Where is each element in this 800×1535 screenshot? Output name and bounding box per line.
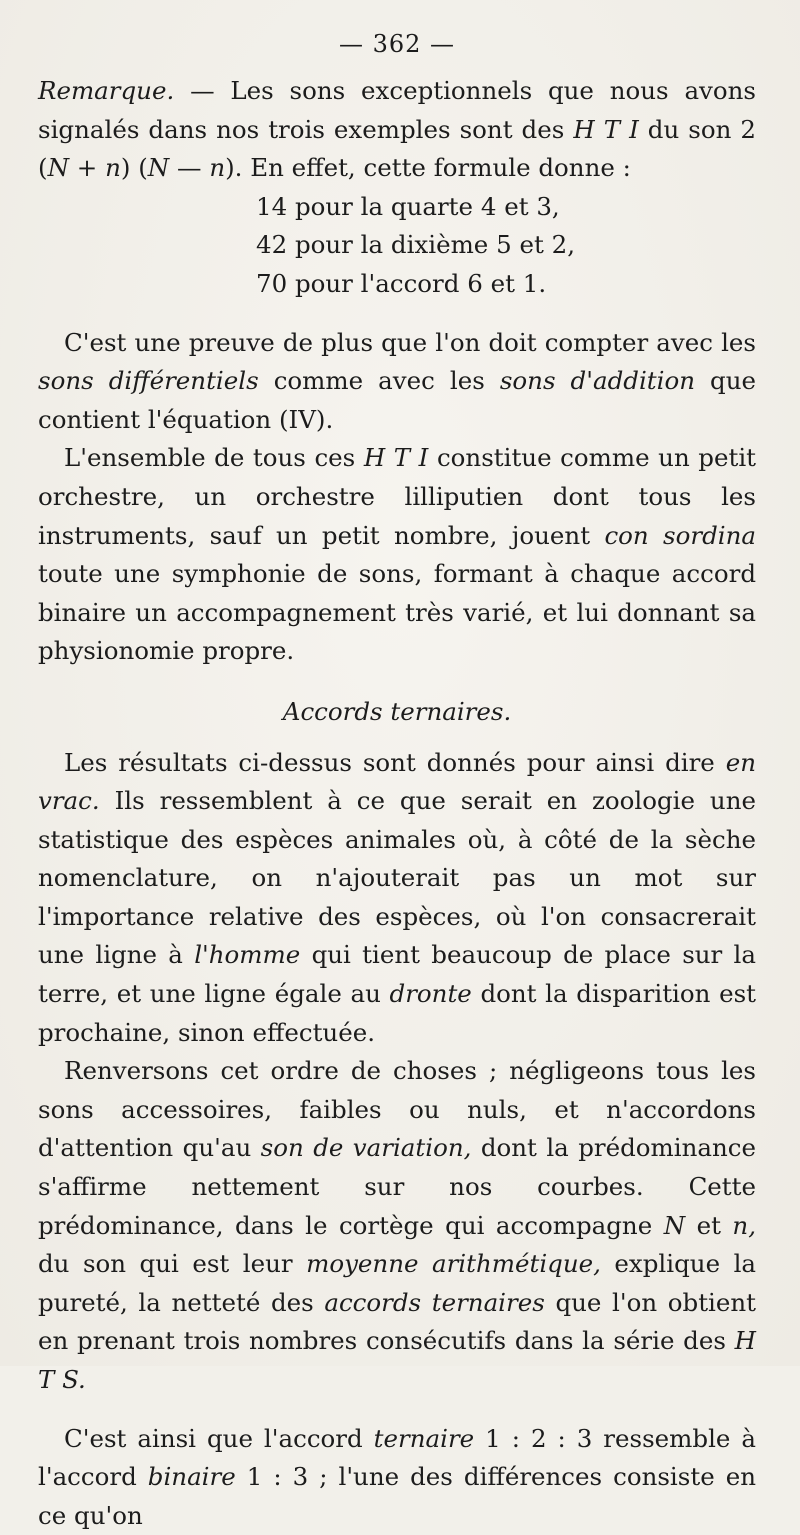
- paragraph-renversons: Renversons cet ordre de choses ; négligeons tous les sons accessoires, faibles ou nuls, et n'accordons d'attention qu'au son de variation, dont la prédominance s'affirme nettement sur nos courbes. Cette prédominance, dans le cortège qui accompagne N et n, du son qui est leur moyenne arithmétique, explique la pureté, la netteté des accords ternaires que l'on obtient en prenant trois nombres consécutifs dans la série des H T S.: [38, 1056, 757, 1394]
- paragraph-accord: C'est ainsi que l'accord ternaire 1 : 2 : 3 ressemble à l'accord binaire 1 : 3 ; l'une des différences consiste en ce qu'on: [38, 1423, 756, 1530]
- page-number: — 362 —: [338, 30, 456, 58]
- remark-label: Remarque.: [38, 76, 175, 105]
- paragraph-preuve: C'est une preuve de plus que l'on doit compter avec les sons différentiels comme avec les sons d'addition que contient l'équation (IV).: [38, 327, 756, 434]
- formula-line: 70 pour l'accord 6 et 1.: [256, 268, 547, 298]
- paragraph-orchestre: L'ensemble de tous ces H T I constitue comme un petit orchestre, un orchestre lilliputien dont tous les instruments, sauf un petit nombre, jouent con sordina toute une symphonie de sons, formant à chaque accord binaire un accompagnement très varié, et lui donnant sa physionomie propre.: [38, 443, 757, 666]
- remark-paragraph: Remarque. — Les sons exceptionnels que nous avons signalés dans nos trois exemples sont des H T I du son 2 (N + n) (N — n). En effet, cette formule donne :: [38, 76, 756, 183]
- formula-line: 42 pour la dixième 5 et 2,: [256, 230, 575, 260]
- paragraph-resultats: Les résultats ci-dessus sont donnés pour ainsi dire en vrac. Ils ressemblent à ce que serait en zoologie une statistique des espèces animales où, à côté de la sèche nomenclature, on n'ajouterait pas un mot sur l'importance relative des espèces, où l'on consacrerait une ligne à l'homme qui tient beaucoup de place sur la terre, et une ligne égale au dronte dont la disparition est prochaine, sinon effectuée.: [38, 747, 757, 1047]
- section-heading: Accords ternaires.: [282, 696, 512, 726]
- formula-line: 14 pour la quarte 4 et 3,: [256, 191, 560, 221]
